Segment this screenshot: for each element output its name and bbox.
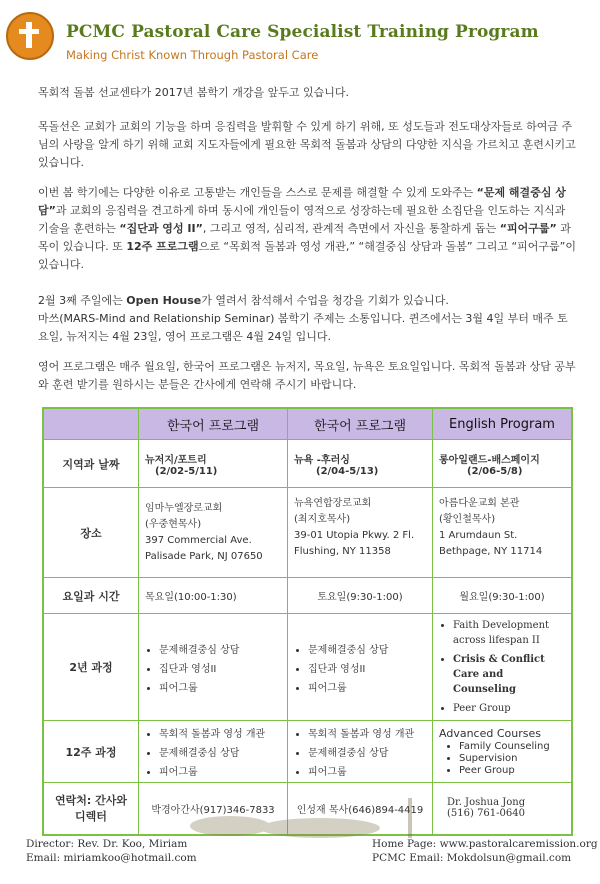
list-item: • Crisis & Conflict Care and Counseling [453,652,565,697]
list-item: • 문제해결중심 상담 [159,641,281,656]
schedule-paragraph: 영어 프로그램은 매주 월요일, 한국어 프로그램은 뉴저지, 목요일, 뉴욕은 토요일입니다. 목회적 돌봄과 상담 공부와 훈련 받기를 원하시는 분들은 간사에게 연락해 주시기 바랍니다. [38,360,576,391]
courses-paragraph: 이번 봄 학기에는 다양한 이유로 고통받는 개인들을 스스로 문제를 해결할 수 있게 도와주는 “문제 해결중심 상담”과 교회의 응집력을 견고하게 하며 동시에 개인들이 영적으로 성장하는데 필요한 소집단을 인도하는 지식과 기술을 훈련하는 “집단과 영성 II”, 그리고 영적, 심리적, 관계적 측면에서 자신을 통찰하게 돕는 “피어구룹” 과목이 있습니다. 또 12주 프로그램으로 “목회적 돌봄과 영성 개관,” “해결중심 상담과 돌봄” 그리고 “피어구룹”이 있습니다. [38,186,576,271]
list-item: • 집단과 영성II [308,660,426,675]
list-item: • 피어그룹 [159,763,281,778]
director-name: Director: Rev. Dr. Koo, Miriam [26,838,188,850]
list-item: • Faith Development across lifespan II [453,618,565,648]
header-korean-ny: 한국어 프로그램 [288,408,433,440]
list-item: • 문제해결중심 상담 [159,744,281,759]
list-item: • Family Counseling [459,741,565,752]
homepage-link: Home Page: www.pastoralcaremission.org [372,838,598,850]
list-item: • 목회적 돌봄과 영성 개관 [159,725,281,740]
list-item: • Supervision [459,753,565,764]
tagline: Making Christ Known Through Pastoral Care [66,48,319,62]
list-item: • 피어그룹 [308,763,426,778]
list-item: • 피어그룹 [159,679,281,694]
table-row: 2년 과정 • 문제해결중심 상담 • 집단과 영성II • 피어그룹 • 문제해결중심 상담 • 집단과 영성II • 피어그룹 • Faith Development across lifespan II • Crisis & Conflict Care and Counseling • Peer Group [43,614,572,721]
pcmc-email: PCMC Email: Mokdolsun@gmail.com [372,852,572,864]
director-email: Email: miriamkoo@hotmail.com [26,852,197,864]
pcmc-logo [6,12,54,60]
list-item: • 목회적 돌봄과 영성 개관 [308,725,426,740]
table-row: 12주 과정 • 목회적 돌봄과 영성 개관 • 문제해결중심 상담 • 피어그룹 • 목회적 돌봄과 영성 개관 • 문제해결중심 상담 • 피어그룹 Advanced Courses • Family Counseling • Supervision • Peer Group [43,721,572,783]
shepherd-watermark [170,796,450,840]
page-title: PCMC Pastoral Care Specialist Training Program [66,22,539,42]
table-row: 요일과 시간 목요일(10:00-1:30) 토요일(9:30-1:00) 월요일(9:30-1:00) [43,578,572,614]
cross-icon [26,22,32,48]
intro-paragraph: 목회적 돌봄 선교센타가 2017년 봄학기 개강을 앞두고 있습니다. [38,86,349,99]
program-table [42,407,573,836]
header-korean-nj: 한국어 프로그램 [139,408,288,440]
list-item: • Peer Group [453,701,565,716]
table-row: 장소 임마누엘장로교회 (우중현목사) 397 Commercial Ave. Palisade Park, NJ 07650 뉴욕연합장로교회 (최지호목사) 39-01 Utopia Pkwy. 2 Fl. Flushing, NY 11358 아름다운교회 본관 (황인철목사) 1 Arumdaun St. Bethpage, NY 11714 [43,488,572,578]
list-item: • Peer Group [459,765,565,776]
table-header-row [43,408,572,440]
list-item: • 집단과 영성II [159,660,281,675]
header-english: English Program [433,408,573,440]
table-row: 지역과 날짜 뉴저지/포트리 (2/02-5/11) 뉴욕 -후러싱 (2/04-5/13) 롱아일랜드-배스페이지 (2/06-5/8) [43,440,572,488]
table-row: 연락처: 간사와 디렉터 박경아간사(917)346-7833 인성재 목사(646)894-4419 Dr. Joshua Jong (516) 761-0640 [43,783,572,835]
list-item: • 피어그룹 [308,679,426,694]
list-item: • 문제해결중심 상담 [308,744,426,759]
mission-paragraph: 목돌선은 교회가 교회의 기능을 하며 응집력을 발휘할 수 있게 하기 위해, 또 성도들과 전도대상자들로 하여금 주님의 사랑을 알게 하기 위해 교회 지도자들에게 필요한 목회적 돌봄과 상담의 다양한 지식을 가르치고 훈련시키고 있습니다. [38,120,576,169]
openhouse-paragraph: 2월 3째 주일에는 Open House가 열려서 참석해서 수업을 청강을 기회가 있습니다. 마쓰(MARS-Mind and Relationship Seminar) 봄학기 주제는 소통입니다. 퀸즈에서는 3월 4일 부터 매주 토요일, 뉴저지는 4월 23일, 영어 프로그램은 4월 24일 입니다. [38,294,568,343]
list-item: • 문제해결중심 상담 [308,641,426,656]
